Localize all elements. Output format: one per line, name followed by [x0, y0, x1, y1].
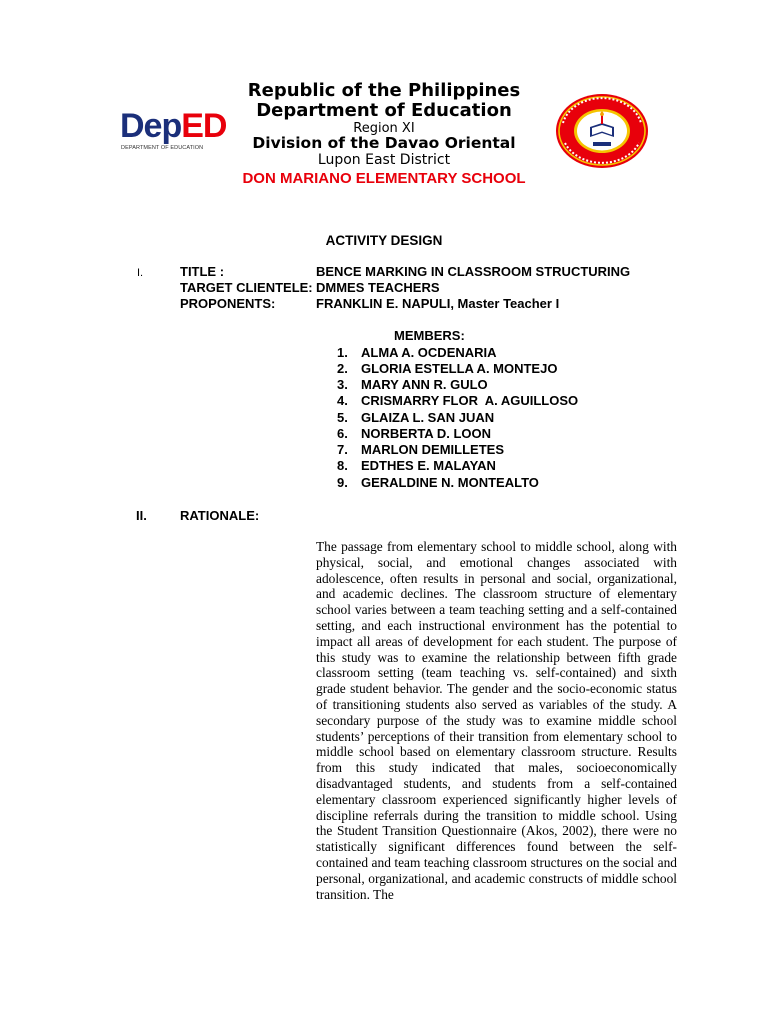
member-name: EDTHES E. MALAYAN — [361, 458, 496, 473]
list-item — [337, 458, 496, 473]
target-clientele-label: TARGET CLIENTELE: — [180, 280, 313, 295]
member-number: 6. — [337, 426, 348, 441]
member-number: 9. — [337, 475, 348, 490]
member-number: 4. — [337, 393, 348, 408]
member-number: 3. — [337, 377, 348, 392]
header-republic: Republic of the Philippines — [247, 80, 521, 101]
member-name: GERALDINE N. MONTEALTO — [361, 475, 539, 490]
list-item — [337, 442, 504, 457]
member-number: 1. — [337, 345, 348, 360]
member-name: GLORIA ESTELLA A. MONTEJO — [361, 361, 558, 376]
member-name: MARY ANN R. GULO — [361, 377, 488, 392]
member-name: GLAIZA L. SAN JUAN — [361, 410, 495, 425]
list-item — [337, 393, 578, 408]
member-number: 8. — [337, 458, 348, 473]
document-title: ACTIVITY DESIGN — [325, 233, 443, 248]
school-seal-icon — [555, 93, 649, 169]
title-label: TITLE : — [180, 264, 225, 279]
list-item — [337, 426, 491, 441]
member-name: MARLON DEMILLETES — [361, 442, 504, 457]
header-region: Region XI — [353, 121, 415, 136]
title-value: BENCE MARKING IN CLASSROOM STRUCTURING — [316, 264, 631, 279]
list-item — [337, 361, 557, 376]
members-heading: MEMBERS: — [394, 328, 465, 343]
member-name: ALMA A. OCDENARIA — [361, 345, 497, 360]
target-clientele-value: DMMES TEACHERS — [316, 280, 440, 295]
member-name: CRISMARRY FLOR A. AGUILLOSO — [361, 393, 579, 408]
member-name: NORBERTA D. LOON — [361, 426, 491, 441]
list-item — [337, 475, 539, 490]
section-1-numeral: I. — [137, 267, 144, 279]
deped-wordmark-dep: Dep — [120, 107, 182, 145]
header-school-name: DON MARIANO ELEMENTARY SCHOOL — [242, 170, 526, 187]
rationale-label: RATIONALE: — [180, 508, 260, 523]
member-number: 2. — [337, 361, 348, 376]
proponents-value: FRANKLIN E. NAPULI, Master Teacher I — [316, 296, 560, 311]
member-number: 7. — [337, 442, 348, 457]
proponents-label: PROPONENTS: — [180, 296, 276, 311]
list-item — [337, 410, 494, 425]
list-item — [337, 377, 488, 392]
deped-wordmark-ed: ED — [181, 107, 227, 145]
header-division: Division of the Davao Oriental — [252, 134, 516, 152]
deped-tagline: DEPARTMENT OF EDUCATION — [121, 145, 204, 151]
header-department: Department of Education — [256, 100, 512, 121]
section-2-numeral: II. — [136, 508, 147, 523]
member-number: 5. — [337, 410, 348, 425]
rationale-body: The passage from elementary school to middle school, along with physical, social, and emotional changes associated with adolescence, often results in personal and social, organizational, and academic declines. The classroom structure of elementary school varies between a team teaching setting and a self-contained setting, and each instructional environment has the potential to impact all areas of development for each student. The purpose of this study was to examine the relationship between fifth grade classroom setting (team teaching vs. self-contained) and sixth grade student behavior. The gender and the socio-economic status of transitioning students also served as variables of the study. A secondary purpose of the study was to examine middle school students’ perceptions of their transition from elementary school to middle school based on elementary classroom structure. Results from this study indicated that males, socioeconomically disadvantaged students, and students from a self-contained elementary classroom experienced significantly higher levels of discipline referrals during the transition to middle school. Using the Student Transition Questionnaire (Akos, 2002), there were no statistically significant differences found between the self-contained and team teaching classroom structures on the social and personal, organizational, and academic constructs of middle school transition. The — [316, 539, 677, 902]
list-item — [337, 345, 497, 360]
header-district: Lupon East District — [317, 152, 451, 168]
